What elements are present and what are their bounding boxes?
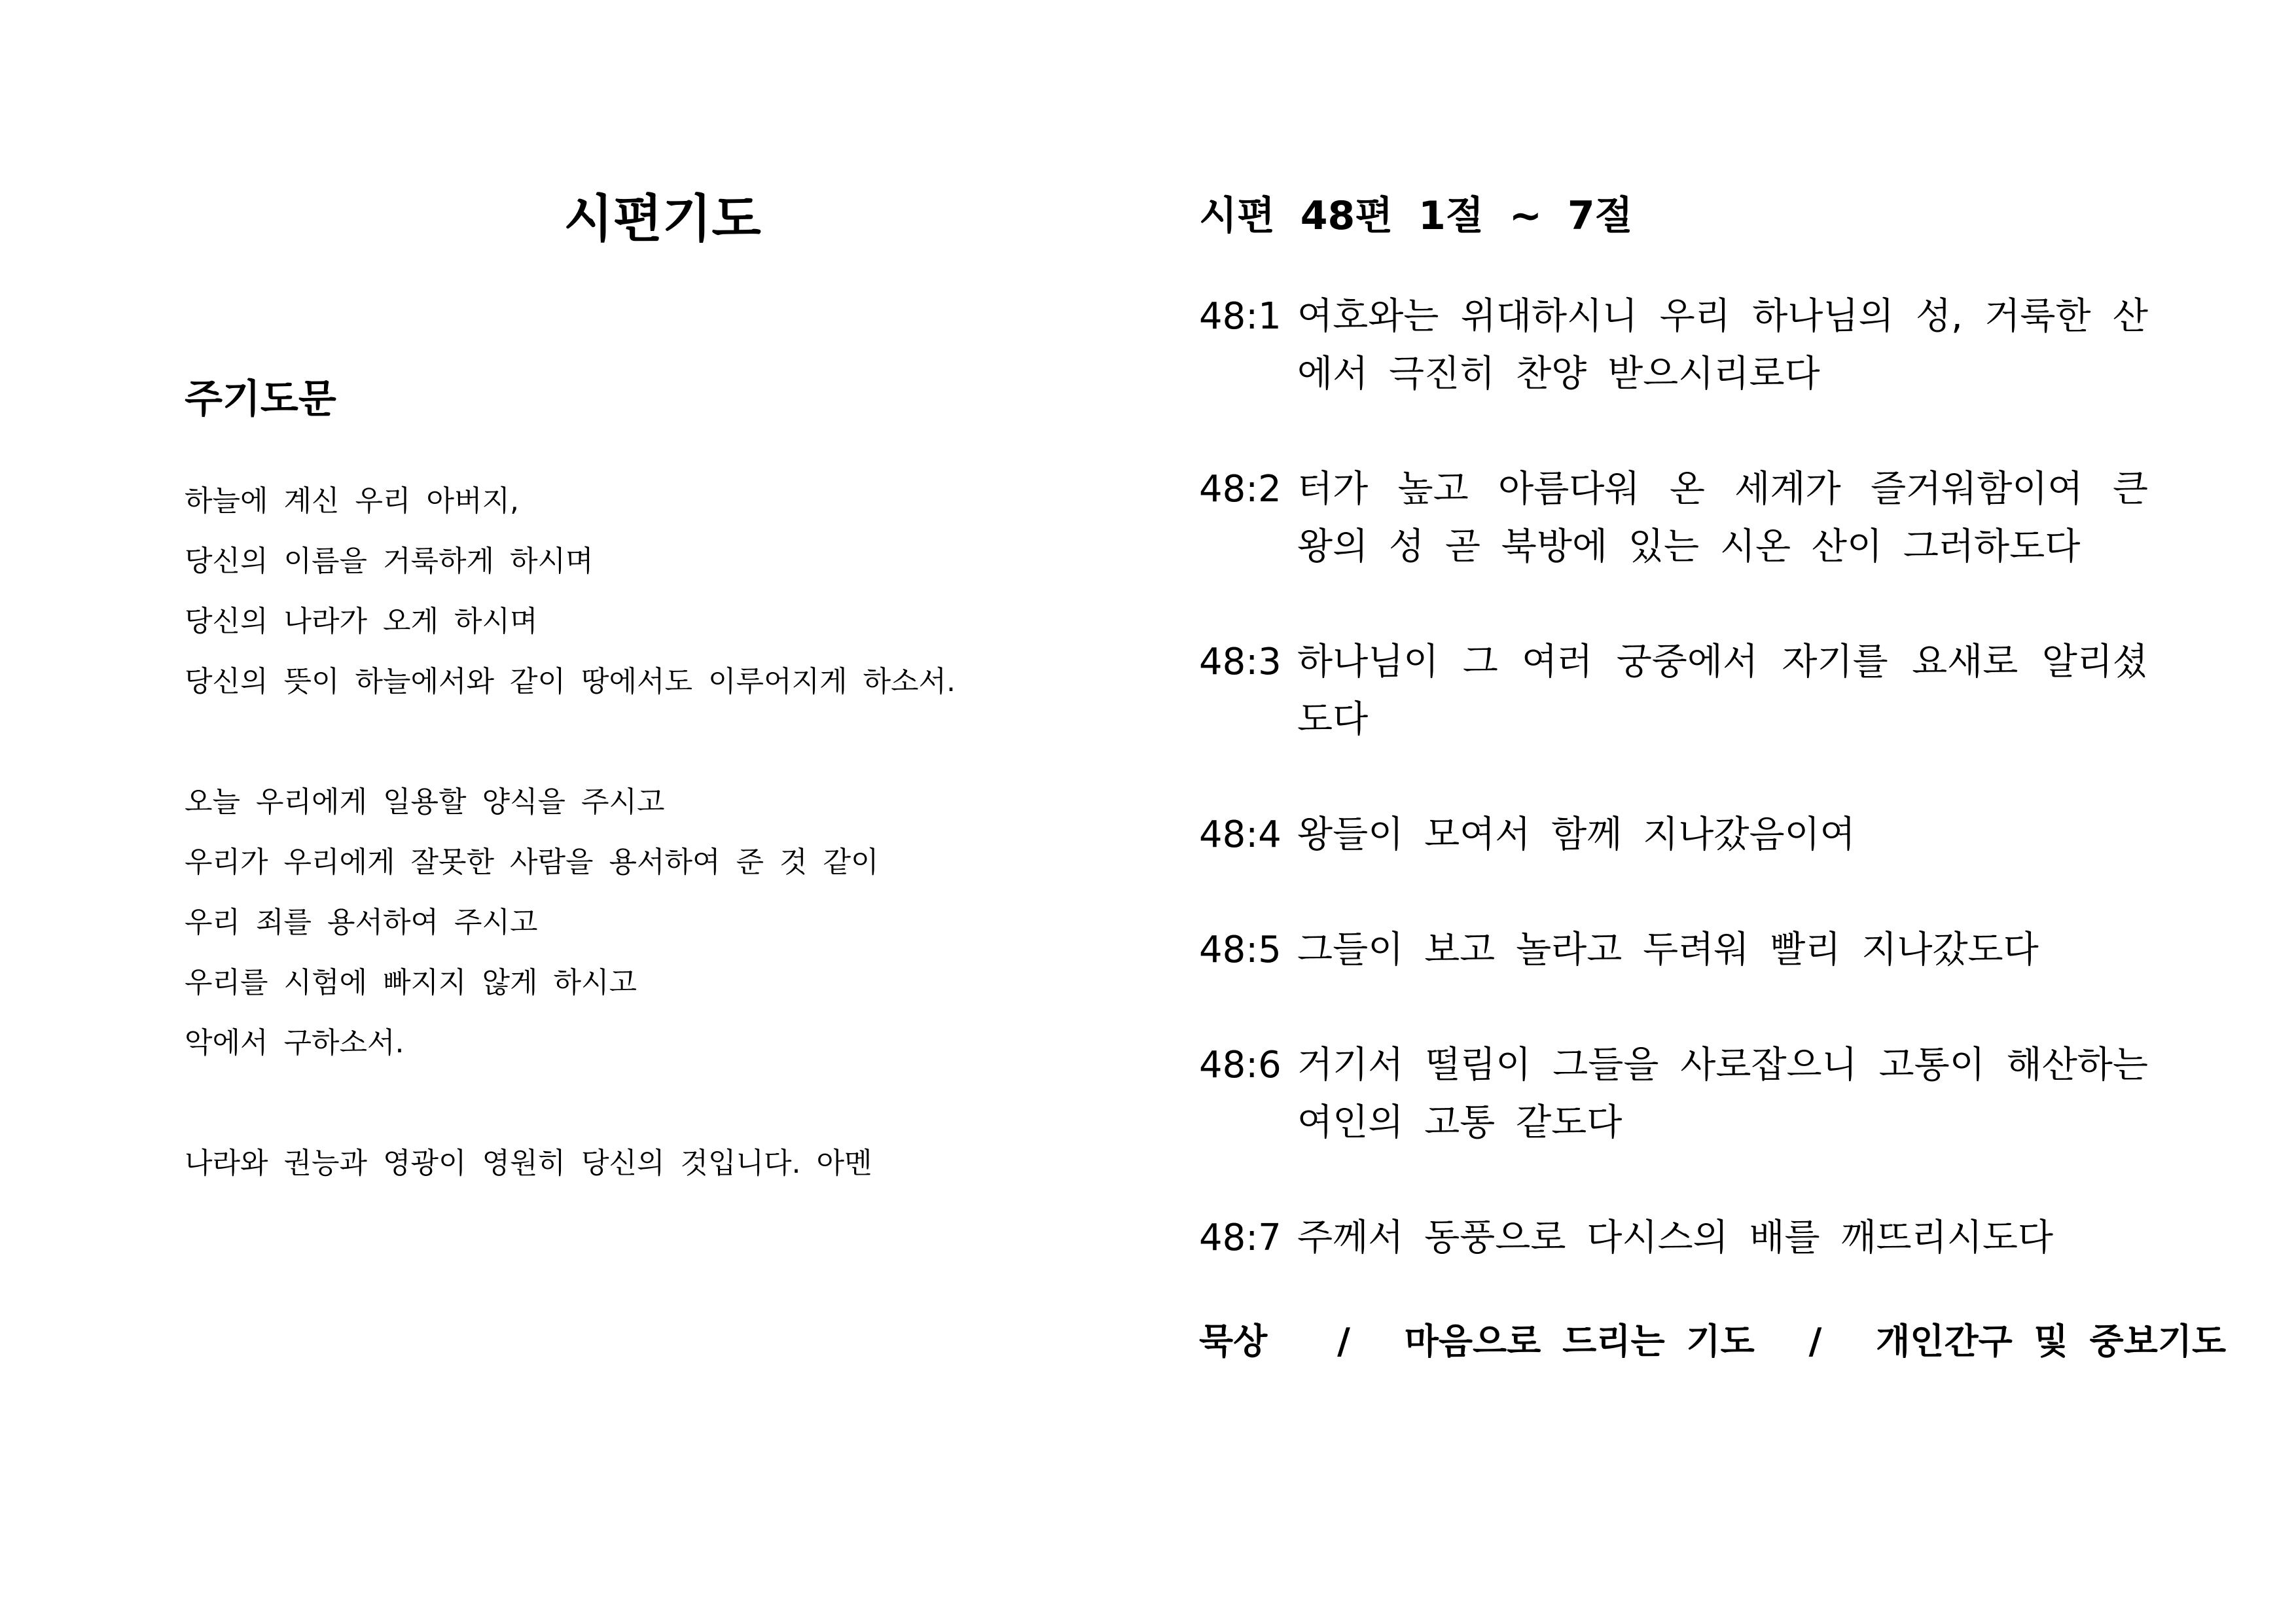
prayer-line: 오늘 우리에게 일용할 양식을 주시고: [185, 785, 665, 819]
verse-text: 하나님이 그 여러 궁중에서 자기를 요새로 알리셨도다: [1297, 641, 2148, 741]
footer-intercession: 개인간구 및 중보기도: [1876, 1321, 2227, 1362]
verse-text: 터가 높고 아름다워 온 세계가 즐거워함이여 큰 왕의 성 곧 북방에 있는 시온 산이 그러하도다: [1297, 468, 2148, 568]
verse: [1199, 1209, 2148, 1267]
verse: [1199, 1037, 2148, 1152]
prayer-line: 하늘에 계신 우리 아버지,: [185, 484, 519, 518]
prayer-line: 우리가 우리에게 잘못한 사람을 용서하여 준 것 같이: [185, 846, 879, 879]
verse-ref: 48:6: [1199, 1044, 1282, 1086]
prayer-title: 주기도문: [185, 376, 336, 422]
verse: [1199, 633, 2148, 749]
verse: [1199, 921, 2148, 979]
verse: [1199, 461, 2148, 576]
prayer-line: 악에서 구하소서.: [185, 1026, 404, 1060]
prayer-line: 당신의 뜻이 하늘에서와 같이 땅에서도 이루어지게 하소서.: [185, 665, 956, 698]
verse: [1199, 288, 2148, 403]
prayer-line: 당신의 나라가 오게 하시며: [185, 605, 538, 638]
verse-ref: 48:7: [1199, 1217, 1282, 1259]
prayer-gap: [185, 712, 1114, 772]
verse-ref: 48:3: [1199, 641, 1282, 683]
verse: [1199, 806, 2148, 864]
footer-separator: /: [1337, 1321, 1350, 1362]
verse-ref: 48:5: [1199, 929, 1282, 971]
page-title: 시편기도: [564, 190, 761, 249]
verse-ref: 48:1: [1199, 295, 1282, 338]
verse-ref: 48:4: [1199, 813, 1282, 856]
verse-text: 주께서 동풍으로 다시스의 배를 깨뜨리시도다: [1297, 1217, 2054, 1259]
prayer-line: 우리를 시험에 빠지지 않게 하시고: [185, 966, 637, 999]
verse-text: 거기서 떨림이 그들을 사로잡으니 고통이 해산하는 여인의 고통 같도다: [1297, 1044, 2148, 1144]
psalm-verses: [1199, 288, 2148, 1325]
verse-ref: 48:2: [1199, 468, 1282, 510]
verse-text: 그들이 보고 놀라고 두려워 빨리 지나갔도다: [1297, 929, 2039, 971]
verse-text: 여호와는 위대하시니 우리 하나님의 성, 거룩한 산에서 극진히 찬양 받으시리로다: [1297, 295, 2148, 395]
prayer-line: 당신의 이름을 거룩하게 하시며: [185, 544, 594, 578]
prayer-gap: [185, 1073, 1114, 1133]
footer-meditation: 묵상: [1199, 1321, 1268, 1362]
footer-heart-prayer: 마음으로 드리는 기도: [1404, 1321, 1755, 1362]
prayer-line: 우리 죄를 용서하여 주시고: [185, 906, 538, 939]
footer-separator: /: [1808, 1321, 1822, 1362]
psalm-title: 시편 48편 1절 ~ 7절: [1199, 193, 1633, 239]
footer-line: [1199, 1309, 2226, 1374]
lords-prayer: [185, 471, 1114, 1194]
prayer-line: 나라와 권능과 영광이 영원히 당신의 것입니다. 아멘: [185, 1147, 872, 1180]
verse-text: 왕들이 모여서 함께 지나갔음이여: [1297, 813, 1856, 856]
